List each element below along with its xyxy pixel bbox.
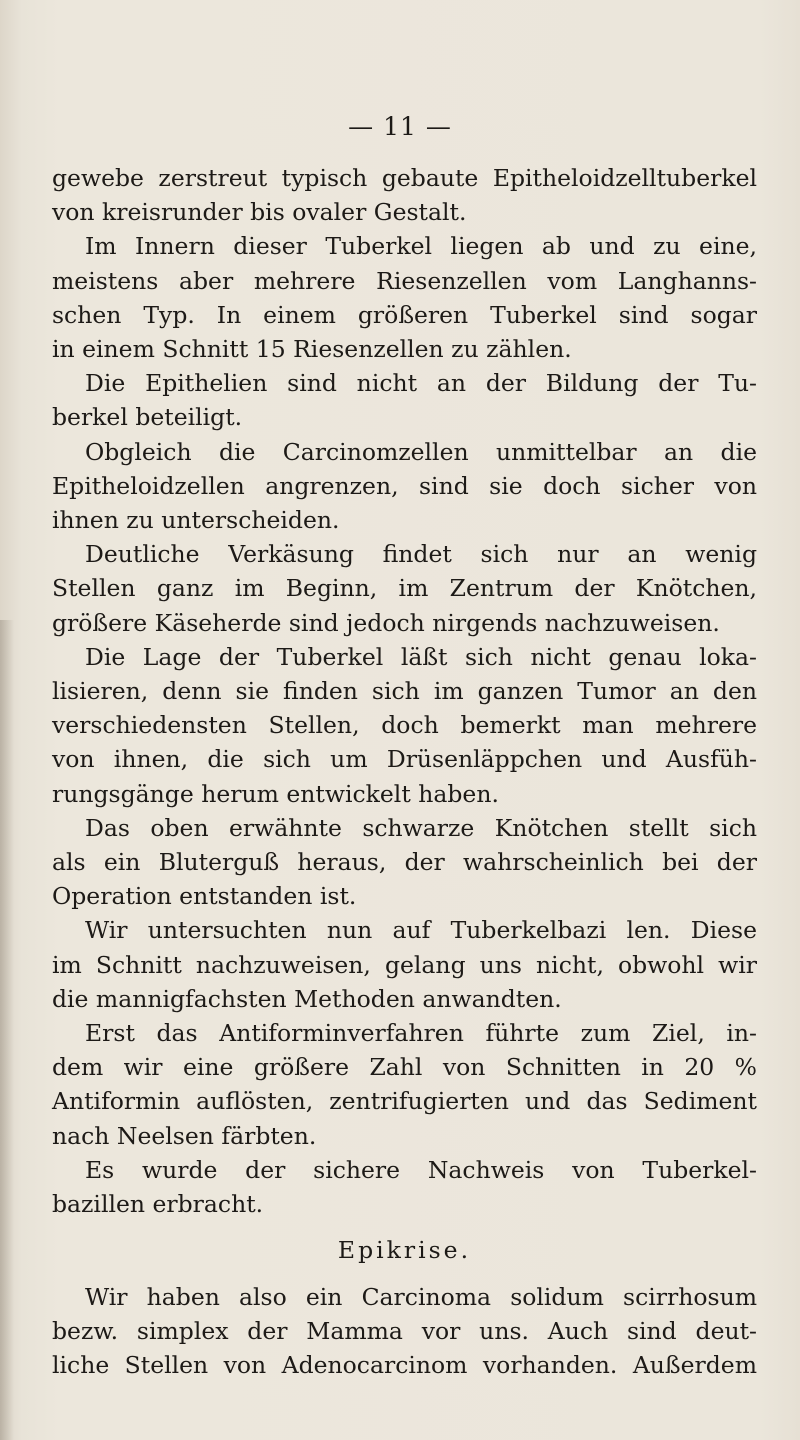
text-line: Antiformin auflösten, zentrifugierten und das Sediment [52,1087,757,1116]
text-line: die mannigfachsten Methoden anwandten. [52,984,562,1013]
text-line: Deutliche Verkäsung findet sich nur an wenig [85,540,757,569]
page-edge-shadow [0,620,14,1440]
text-line: von ihnen, die sich um Drüsenläppchen und Ausfüh- [52,745,757,774]
text-line: dem wir eine größere Zahl von Schnitten in 20 % [52,1053,757,1082]
text-line: schen Typ. In einem größeren Tuberkel sind sogar [52,300,757,329]
text-line: Die Lage der Tuberkel läßt sich nicht genau loka- [85,642,757,671]
text-line: Stellen ganz im Beginn, im Zentrum der Knötchen, [52,574,757,603]
text-line: von kreisrunder bis ovaler Gestalt. [52,198,467,227]
body-text [52,161,757,1382]
text-line: Operation entstanden ist. [52,882,357,911]
text-line: Wir untersuchten nun auf Tuberkelbazi len. Diese [85,916,757,945]
page-number: — 11 — [348,112,452,141]
text-line: als ein Bluterguß heraus, der wahrscheinlich bei der [52,848,757,877]
text-line: lisieren, denn sie finden sich im ganzen Tumor an den [52,677,757,706]
text-line: berkel beteiligt. [52,403,243,432]
text-line: in einem Schnitt 15 Riesenzellen zu zählen. [52,335,572,364]
text-line: bazillen erbracht. [52,1190,264,1219]
text-line: verschiedensten Stellen, doch bemerkt man mehrere [52,711,757,740]
text-line: ihnen zu unterscheiden. [52,506,340,535]
text-line: bezw. simplex der Mamma vor uns. Auch sind deut- [52,1316,757,1345]
text-line: größere Käseherde sind jedoch nirgends nachzuweisen. [52,608,720,637]
text-line: meistens aber mehrere Riesenzellen vom Langhanns- [52,266,757,295]
section-heading: Epikrise. [337,1236,472,1265]
text-line: im Schnitt nachzuweisen, gelang uns nicht, obwohl wir [52,950,757,979]
text-line: Das oben erwähnte schwarze Knötchen stellt sich [85,813,757,842]
text-line: gewebe zerstreut typisch gebaute Epitheloidzelltuberkel [52,164,757,192]
text-line: rungsgänge herum entwickelt haben. [52,779,499,808]
text-line: Erst das Antiforminverfahren führte zum Ziel, in- [85,1019,757,1048]
text-line: Epitheloidzellen angrenzen, sind sie doch sicher von [52,471,757,500]
text-line: liche Stellen von Adenocarcinom vorhanden. Außerdem [52,1350,757,1379]
text-line: Im Innern dieser Tuberkel liegen ab und zu eine, [85,232,757,261]
text-line: Die Epithelien sind nicht an der Bildung der Tu- [85,369,757,398]
text-line: Obgleich die Carcinomzellen unmittelbar an die [85,437,757,466]
text-line: nach Neelsen färbten. [52,1121,317,1150]
text-line: Wir haben also ein Carcinoma solidum scirrhosum [85,1282,757,1311]
text-line: Es wurde der sichere Nachweis von Tuberkel- [85,1155,757,1184]
